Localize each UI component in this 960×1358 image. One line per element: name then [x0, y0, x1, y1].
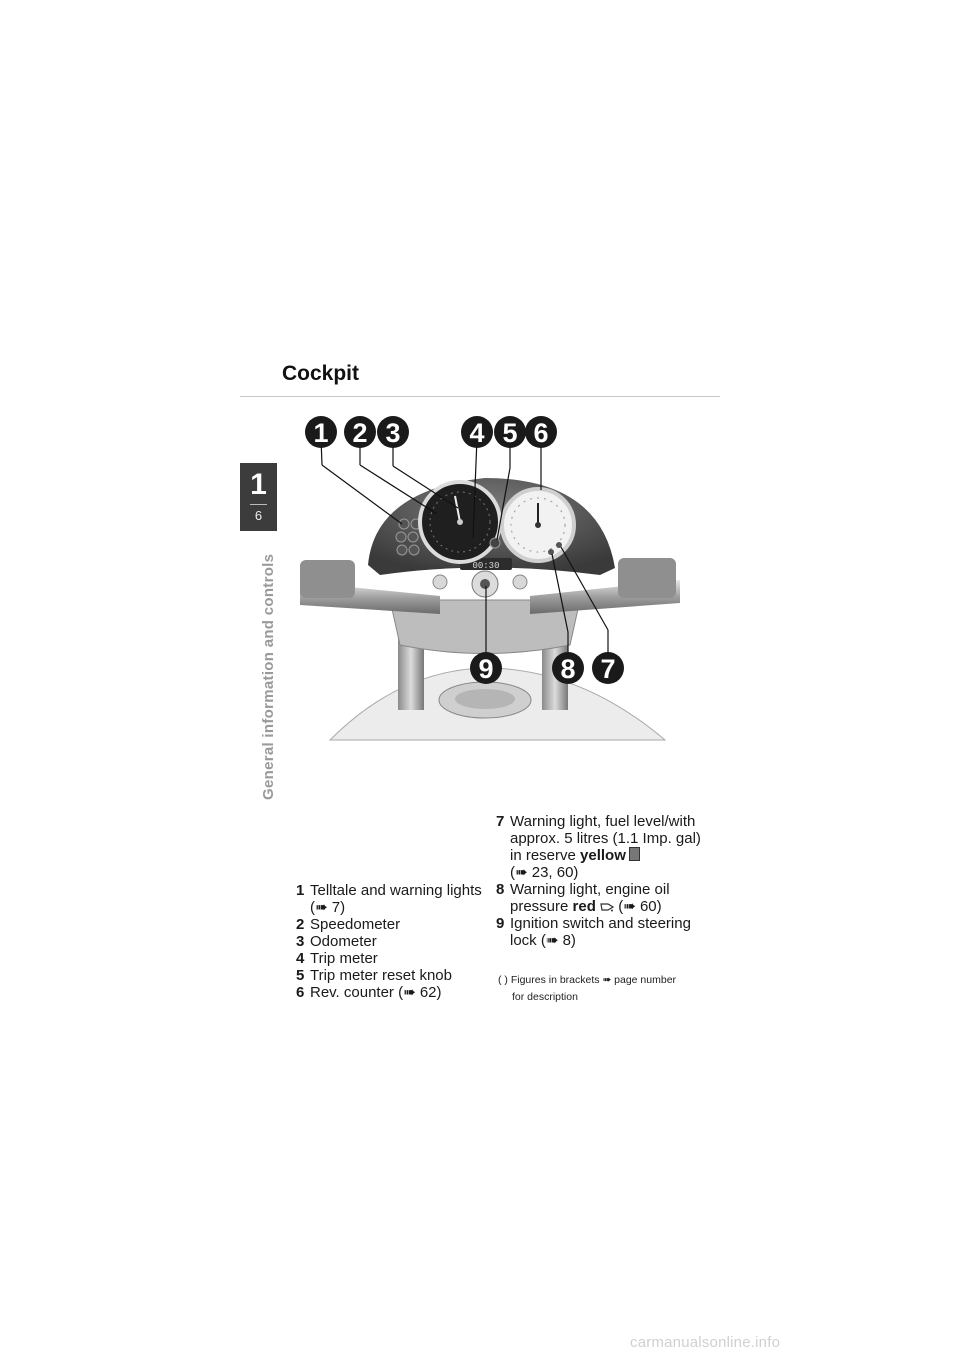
footnote: ( ) Figures in brackets ➠ page number for description [498, 974, 677, 1003]
svg-text:1: 1 [313, 418, 329, 448]
svg-text:6: 6 [533, 418, 549, 448]
title-divider [240, 396, 720, 397]
cockpit-photo [280, 400, 690, 745]
list-item: 7 Warning light, fuel level/with approx. 5 litres (1.1 Imp. gal) in reserve yellow (➠ 23, 60) [496, 813, 701, 881]
svg-text:2: 2 [352, 418, 368, 448]
callout-3 [377, 416, 409, 448]
fuel-reserve-icon [629, 847, 640, 861]
list-item: 1 Telltale and warning lights (➠ 7) [296, 882, 482, 916]
callout-1 [305, 416, 337, 448]
svg-text:3: 3 [385, 418, 401, 448]
list-item: 2 Speedometer [296, 916, 401, 933]
callout-8 [552, 652, 584, 684]
chapter-side-label: General information and controls [260, 553, 277, 800]
oil-pressure-icon [600, 901, 614, 912]
legend-list-right [496, 813, 706, 949]
svg-text:4: 4 [469, 418, 485, 448]
left-switch [300, 560, 355, 598]
page-number: 6 [254, 508, 263, 523]
chapter-tab [240, 463, 277, 531]
chapter-number: 1 [250, 468, 267, 501]
legend-list-left [296, 882, 496, 1001]
callout-6 [525, 416, 557, 448]
list-item: 4 Trip meter [296, 950, 378, 967]
odometer-display: 00:30 [472, 561, 500, 571]
list-item: 3 Odometer [296, 933, 377, 950]
list-item: 6 Rev. counter (➠ 62) [296, 984, 442, 1001]
page-title: Cockpit [282, 362, 360, 385]
svg-text:8: 8 [560, 654, 576, 684]
callout-7 [592, 652, 624, 684]
callout-5 [494, 416, 526, 448]
list-item: 5 Trip meter reset knob [296, 967, 452, 984]
watermark-footer: carmanualsonline.info [630, 1334, 781, 1351]
list-item: 9 Ignition switch and steering lock (➠ 8) [496, 915, 691, 949]
oil-warning-light [548, 549, 554, 555]
callout-4 [461, 416, 493, 448]
svg-text:9: 9 [478, 654, 494, 684]
trip-reset-knob [490, 538, 500, 548]
callout-2 [344, 416, 376, 448]
list-item: 8 Warning light, engine oil pressure red (➠ 60) [496, 881, 670, 915]
tab-divider [250, 504, 267, 505]
svg-text:5: 5 [502, 418, 518, 448]
right-switch [618, 558, 676, 598]
svg-text:7: 7 [600, 654, 616, 684]
callout-9 [470, 652, 502, 684]
